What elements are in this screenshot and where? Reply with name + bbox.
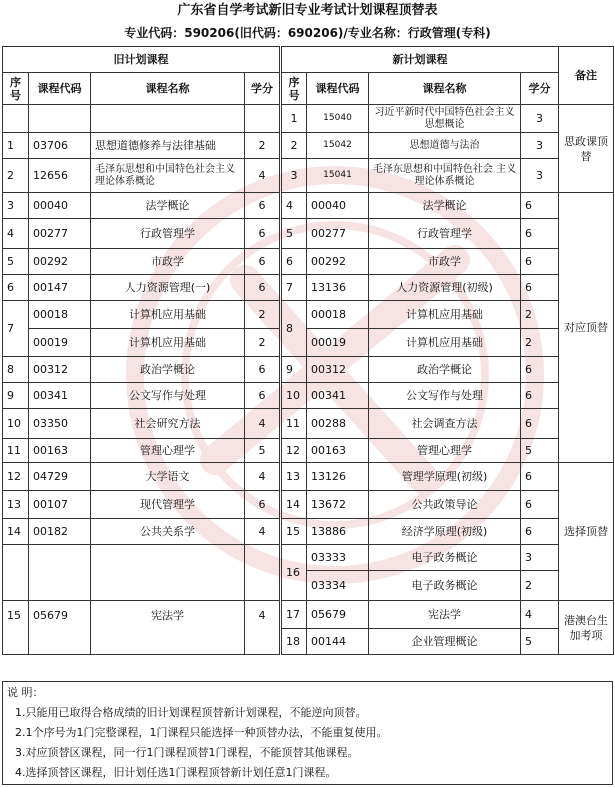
new-code: 03333 xyxy=(307,545,369,571)
new-name: 行政管理学 xyxy=(369,219,521,249)
table-row xyxy=(3,105,614,133)
old-seq: 10 xyxy=(3,409,29,439)
new-code: 15042 xyxy=(307,133,369,159)
new-code: 13886 xyxy=(307,519,369,545)
old-name: 政治学概论 xyxy=(91,357,245,383)
new-credit: 6 xyxy=(521,219,559,249)
old-seq: 6 xyxy=(3,275,29,301)
new-code: 00292 xyxy=(307,249,369,275)
old-seq: 14 xyxy=(3,519,29,545)
old-credit: 2 xyxy=(245,133,281,159)
new-name: 社会调查方法 xyxy=(369,409,521,439)
old-code: 00019 xyxy=(29,329,91,357)
new-name: 思想道德与法治 xyxy=(369,133,521,159)
new-credit: 2 xyxy=(521,329,559,357)
new-seq: 7 xyxy=(281,275,307,301)
old-credit: 6 xyxy=(245,219,281,249)
old-seq: 11 xyxy=(3,439,29,463)
old-credit: 4 xyxy=(245,159,281,193)
new-code: 00018 xyxy=(307,301,369,329)
old-plan-header: 旧计划课程 xyxy=(3,47,281,73)
new-seq: 9 xyxy=(281,357,307,383)
old-name: 公共关系学 xyxy=(91,519,245,545)
remarks-header: 备注 xyxy=(559,47,614,105)
old-name: 毛泽东思想和中国特色社会主义理论体系概论 xyxy=(91,159,245,193)
old-name: 管理心理学 xyxy=(91,439,245,463)
old-seq: 12 xyxy=(3,463,29,491)
new-seq: 11 xyxy=(281,409,307,439)
table-row xyxy=(3,463,614,491)
old-seq: 9 xyxy=(3,383,29,409)
new-name: 公文写作与处理 xyxy=(369,383,521,409)
new-seq: 10 xyxy=(281,383,307,409)
new-seq: 2 xyxy=(281,133,307,159)
new-name: 电子政务概论 xyxy=(369,545,521,571)
new-credit: 6 xyxy=(521,357,559,383)
table-row xyxy=(3,357,614,383)
table-row xyxy=(3,193,614,219)
remark-ideology: 思政课顶替 xyxy=(559,105,614,193)
new-name: 计算机应用基础 xyxy=(369,329,521,357)
old-name: 宪法学 xyxy=(91,601,245,655)
new-plan-header: 新计划课程 xyxy=(281,47,559,73)
old-name: 大学语文 xyxy=(91,463,245,491)
new-credit: 5 xyxy=(521,629,559,655)
new-seq: 12 xyxy=(281,439,307,463)
new-name: 习近平新时代中国特色社会主义思想概论 xyxy=(369,105,521,133)
new-credit: 6 xyxy=(521,409,559,439)
old-code: 04729 xyxy=(29,463,91,491)
new-credit: 3 xyxy=(521,159,559,193)
table-row xyxy=(3,133,614,159)
new-seq: 16 xyxy=(281,545,307,601)
new-credit: 3 xyxy=(521,133,559,159)
new-seq: 6 xyxy=(281,249,307,275)
new-credit: 6 xyxy=(521,519,559,545)
new-code: 00040 xyxy=(307,193,369,219)
old-credit: 4 xyxy=(245,519,281,545)
remark-choice: 选择顶替 xyxy=(559,463,614,601)
remark-direct: 对应顶替 xyxy=(559,193,614,463)
old-code: 12656 xyxy=(29,159,91,193)
old-name: 人力资源管理(一) xyxy=(91,275,245,301)
new-name: 公共政策导论 xyxy=(369,491,521,519)
new-credit: 6 xyxy=(521,383,559,409)
new-seq: 5 xyxy=(281,219,307,249)
old-seq: 5 xyxy=(3,249,29,275)
new-code: 00341 xyxy=(307,383,369,409)
old-name: 思想道德修养与法律基础 xyxy=(91,133,245,159)
old-code: 00292 xyxy=(29,249,91,275)
old-code: 00312 xyxy=(29,357,91,383)
new-code: 15041 xyxy=(307,159,369,193)
new-seq: 8 xyxy=(281,301,307,357)
new-code: 13126 xyxy=(307,463,369,491)
new-credit: 6 xyxy=(521,193,559,219)
old-code: 03350 xyxy=(29,409,91,439)
new-credit: 3 xyxy=(521,545,559,571)
new-credit: 5 xyxy=(521,439,559,463)
new-seq: 18 xyxy=(281,629,307,655)
new-seq: 3 xyxy=(281,159,307,193)
page-title: 广东省自学考试新旧专业考试计划课程顶替表 xyxy=(177,3,438,18)
old-code: 00147 xyxy=(29,275,91,301)
table-row xyxy=(3,545,614,571)
new-code: 13672 xyxy=(307,491,369,519)
table-row xyxy=(3,219,614,249)
substitution-table xyxy=(2,46,614,655)
old-credit: 6 xyxy=(245,383,281,409)
new-name: 管理学原理(初级) xyxy=(369,463,521,491)
new-credit: 6 xyxy=(521,275,559,301)
notes-box xyxy=(2,681,613,785)
old-credit: 4 xyxy=(245,601,281,655)
old-code: 00107 xyxy=(29,491,91,519)
new-name: 管理心理学 xyxy=(369,439,521,463)
new-credit: 6 xyxy=(521,463,559,491)
old-name: 市政学 xyxy=(91,249,245,275)
old-seq: 15 xyxy=(3,601,29,655)
new-name: 市政学 xyxy=(369,249,521,275)
old-code: 05679 xyxy=(29,601,91,655)
new-code: 15040 xyxy=(307,105,369,133)
old-name: 公文写作与处理 xyxy=(91,383,245,409)
new-name: 计算机应用基础 xyxy=(369,301,521,329)
old-code: 03706 xyxy=(29,133,91,159)
table-row xyxy=(3,409,614,439)
new-code: 00277 xyxy=(307,219,369,249)
table-row xyxy=(3,439,614,463)
new-code: 00019 xyxy=(307,329,369,357)
new-code: 00312 xyxy=(307,357,369,383)
table-row xyxy=(3,601,614,629)
table-row xyxy=(3,159,614,193)
old-credit-header: 学分 xyxy=(245,73,281,105)
old-credit xyxy=(245,105,281,133)
new-credit: 3 xyxy=(521,105,559,133)
new-credit: 2 xyxy=(521,301,559,329)
old-seq: 13 xyxy=(3,491,29,519)
new-name: 法学概论 xyxy=(369,193,521,219)
note-item: 2.1个序号为1门完整课程，1门课程只能选择一种顶替办法，不能重复使用。 xyxy=(15,726,388,739)
old-code: 00018 xyxy=(29,301,91,329)
new-code: 00163 xyxy=(307,439,369,463)
table-row xyxy=(3,519,614,545)
new-credit: 2 xyxy=(521,571,559,601)
old-credit: 6 xyxy=(245,491,281,519)
old-credit: 2 xyxy=(245,301,281,329)
old-code-header: 课程代码 xyxy=(29,73,91,105)
old-name: 法学概论 xyxy=(91,193,245,219)
new-credit: 4 xyxy=(521,601,559,629)
new-credit: 6 xyxy=(521,491,559,519)
new-name: 政治学概论 xyxy=(369,357,521,383)
new-name: 电子政务概论 xyxy=(369,571,521,601)
old-credit: 4 xyxy=(245,463,281,491)
old-code: 00341 xyxy=(29,383,91,409)
new-name: 经济学原理(初级) xyxy=(369,519,521,545)
old-code xyxy=(29,105,91,133)
table-row xyxy=(3,275,614,301)
old-name: 计算机应用基础 xyxy=(91,329,245,357)
note-item: 3.对应顶替区课程，同一行1门课程顶替1门课程，不能顶替其他课程。 xyxy=(15,746,359,759)
table-row xyxy=(3,491,614,519)
new-seq: 14 xyxy=(281,491,307,519)
new-name-header: 课程名称 xyxy=(369,73,521,105)
new-credit-header: 学分 xyxy=(521,73,559,105)
new-code-header: 课程代码 xyxy=(307,73,369,105)
table-row xyxy=(3,301,614,329)
new-code: 00144 xyxy=(307,629,369,655)
old-name: 现代管理学 xyxy=(91,491,245,519)
old-name xyxy=(91,105,245,133)
old-credit: 2 xyxy=(245,329,281,357)
old-seq xyxy=(3,105,29,133)
new-name: 企业管理概论 xyxy=(369,629,521,655)
new-credit: 6 xyxy=(521,249,559,275)
new-seq: 17 xyxy=(281,601,307,629)
old-credit: 6 xyxy=(245,357,281,383)
old-seq: 1 xyxy=(3,133,29,159)
new-seq: 15 xyxy=(281,519,307,545)
new-name: 毛泽东思想和中国特色社会 主义理论体系概论 xyxy=(369,159,521,193)
new-seq: 1 xyxy=(281,105,307,133)
old-name: 社会研究方法 xyxy=(91,409,245,439)
new-code: 05679 xyxy=(307,601,369,629)
old-credit: 5 xyxy=(245,439,281,463)
new-seq: 13 xyxy=(281,463,307,491)
old-seq: 3 xyxy=(3,193,29,219)
page-subtitle: 专业代码：590206(旧代码：690206)/专业名称：行政管理(专科) xyxy=(124,26,491,40)
new-seq: 4 xyxy=(281,193,307,219)
new-seq-header: 序号 xyxy=(281,73,307,105)
new-code: 13136 xyxy=(307,275,369,301)
note-item: 1.只能用已取得合格成绩的旧计划课程顶替新计划课程，不能逆向顶替。 xyxy=(15,706,367,719)
new-name: 宪法学 xyxy=(369,601,521,629)
notes-title: 说 明： xyxy=(7,686,44,699)
new-name: 人力资源管理(初级) xyxy=(369,275,521,301)
old-credit: 6 xyxy=(245,275,281,301)
old-name: 行政管理学 xyxy=(91,219,245,249)
new-code: 00288 xyxy=(307,409,369,439)
table-row xyxy=(3,329,614,357)
table-row xyxy=(3,383,614,409)
old-seq-header: 序号 xyxy=(3,73,29,105)
remark-hk-macao-taiwan: 港澳台生加考项 xyxy=(559,601,614,655)
old-seq: 8 xyxy=(3,357,29,383)
old-code: 00277 xyxy=(29,219,91,249)
new-code: 03334 xyxy=(307,571,369,601)
old-seq: 7 xyxy=(3,301,29,357)
old-code: 00182 xyxy=(29,519,91,545)
old-seq: 2 xyxy=(3,159,29,193)
old-code: 00163 xyxy=(29,439,91,463)
old-credit: 6 xyxy=(245,249,281,275)
old-seq: 4 xyxy=(3,219,29,249)
old-name: 计算机应用基础 xyxy=(91,301,245,329)
old-credit: 4 xyxy=(245,409,281,439)
note-item: 4.选择顶替区课程，旧计划任选1门课程顶替新计划任意1门课程。 xyxy=(15,766,337,779)
old-name-header: 课程名称 xyxy=(91,73,245,105)
old-credit: 6 xyxy=(245,193,281,219)
old-code: 00040 xyxy=(29,193,91,219)
table-row xyxy=(3,249,614,275)
